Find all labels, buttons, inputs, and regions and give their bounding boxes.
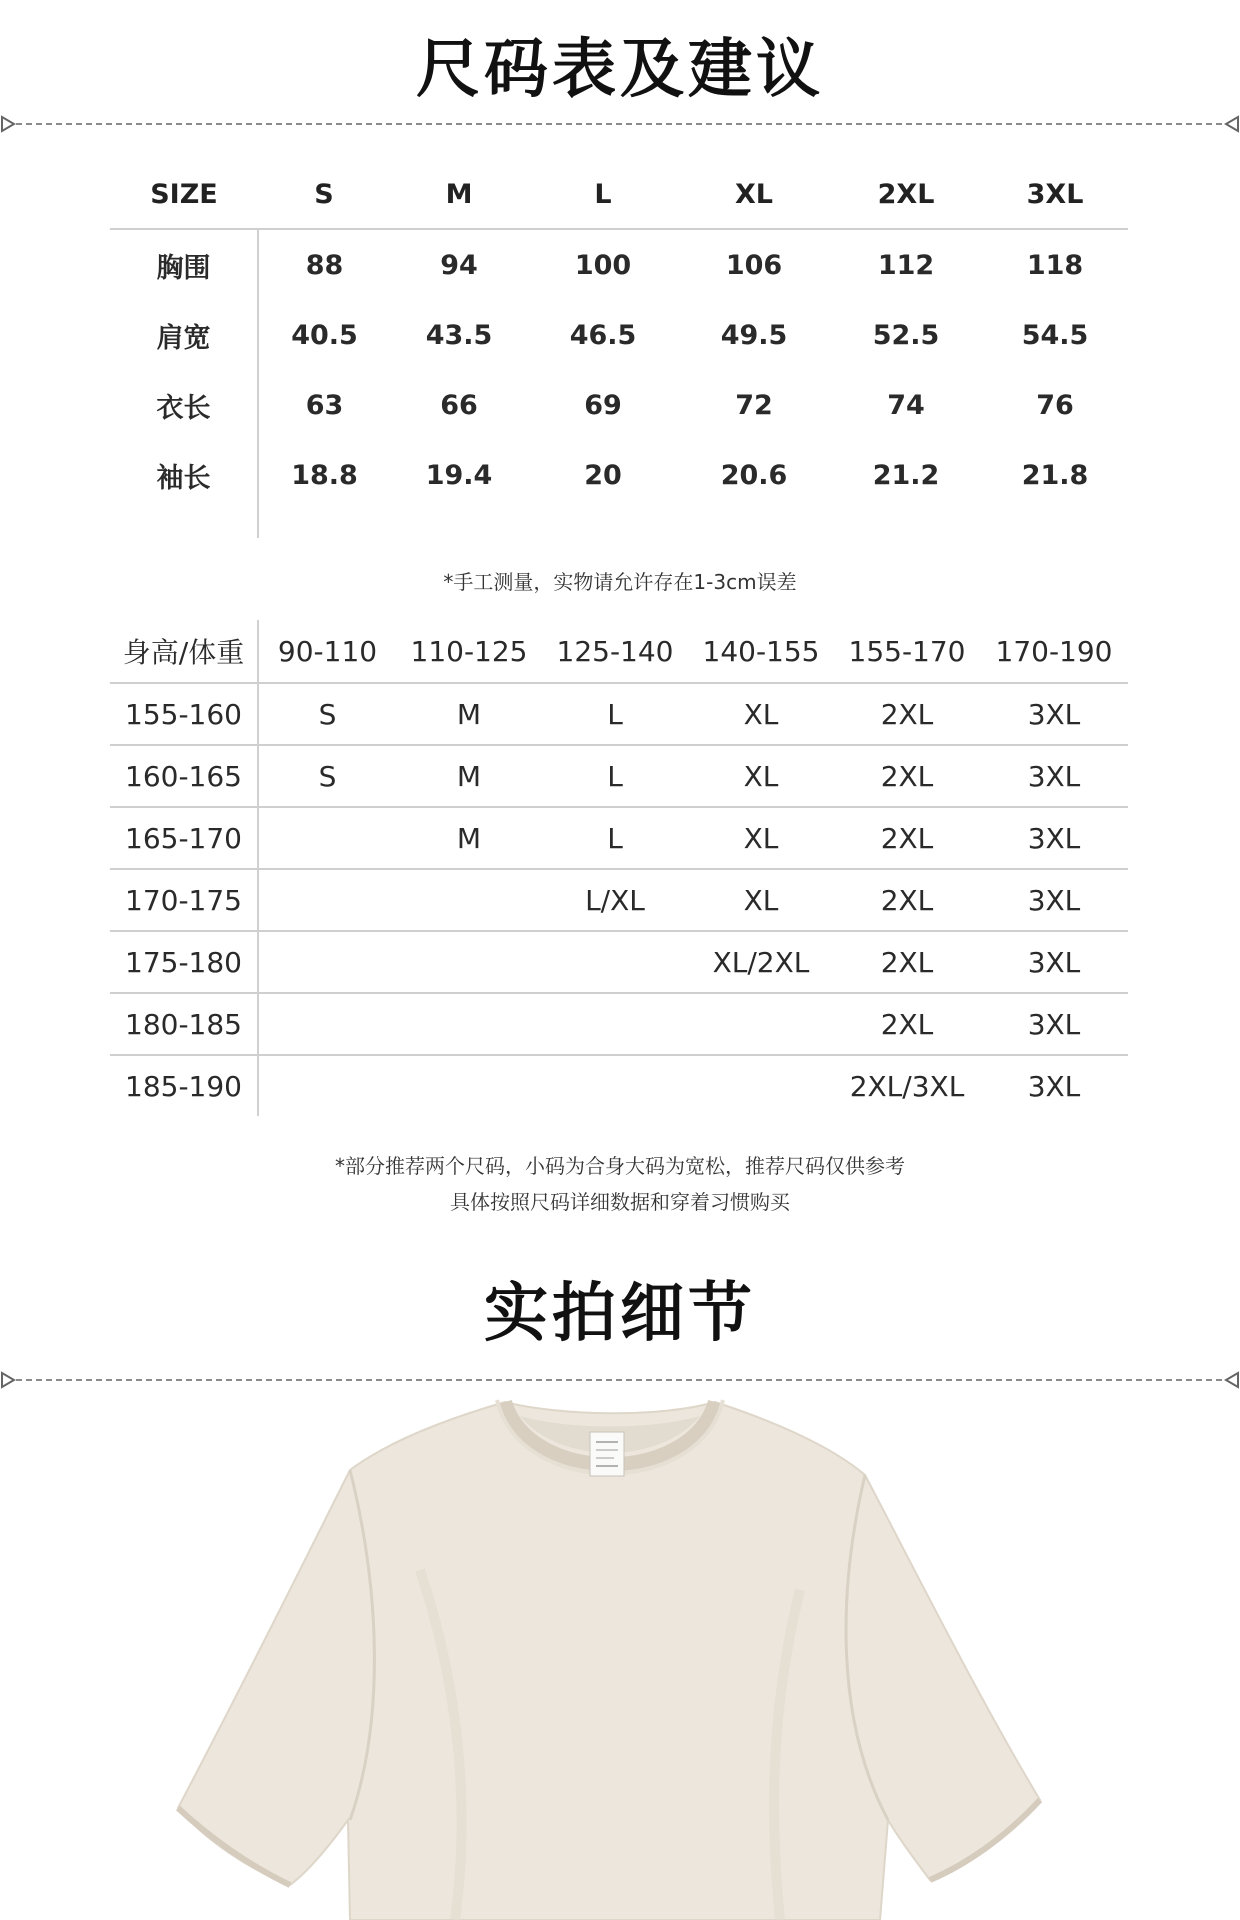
size-chart-table (110, 160, 1128, 538)
table-cell: 2XL (834, 993, 980, 1055)
table-cell: 3XL (980, 993, 1128, 1055)
column-header: S (258, 160, 390, 229)
table-cell: 3XL (980, 745, 1128, 807)
table-spacer-cell (390, 510, 528, 538)
table-cell: 2XL (834, 931, 980, 993)
table-cell: L (542, 683, 688, 745)
table-cell: XL (688, 683, 834, 745)
table-row (110, 807, 1128, 869)
table-cell (396, 931, 542, 993)
table-row (110, 229, 1128, 300)
table-cell: 3XL (980, 683, 1128, 745)
table-cell: 3XL (1027, 1069, 1081, 1103)
table-cell (396, 1055, 542, 1116)
table-row (110, 1055, 1128, 1116)
table-spacer-cell (982, 510, 1128, 538)
column-header: 170-190 (980, 620, 1128, 683)
row-label: 170-175 (110, 869, 258, 931)
recommendation-header-row (110, 620, 1128, 683)
table-cell: 2XL (834, 869, 980, 931)
table-spacer-cell (678, 510, 830, 538)
column-header: 3XL (982, 160, 1128, 229)
table-cell: 72 (735, 389, 773, 421)
table-cell: 3XL (980, 807, 1128, 869)
size-chart-header-row (110, 160, 1128, 229)
table-cell (688, 993, 834, 1055)
row-label: 165-170 (110, 807, 258, 869)
table-cell: 94 (440, 249, 478, 281)
table-cell: XL/2XL (688, 931, 834, 993)
table-cell: 21.8 (1021, 459, 1089, 491)
table-cell: 112 (877, 249, 935, 281)
column-header: 身高/体重 (110, 620, 258, 683)
table-row (110, 440, 1128, 510)
recommendation-note-line1: *部分推荐两个尺码，小码为合身大码为宽松，推荐尺码仅供参考 (335, 1154, 905, 1178)
table-cell: 46.5 (569, 319, 637, 351)
table-cell: S (258, 745, 396, 807)
table-cell (542, 1055, 688, 1116)
dashed-divider (0, 1368, 1240, 1392)
table-cell: XL (688, 869, 834, 931)
size-recommendation-table (110, 620, 1128, 1116)
table-cell: 19.4 (425, 459, 493, 491)
column-header: 2XL (830, 160, 982, 229)
table-cell (258, 931, 396, 993)
row-label: 衣长 (110, 370, 258, 440)
table-cell: 118 (1026, 249, 1084, 281)
dashed-divider (0, 112, 1240, 136)
recommendation-note-line2: 具体按照尺码详细数据和穿着习惯购买 (450, 1190, 790, 1214)
table-cell: S (258, 683, 396, 745)
table-cell: 100 (574, 249, 632, 281)
column-header: 155-170 (834, 620, 980, 683)
table-cell: 2XL (834, 745, 980, 807)
table-row (110, 869, 1128, 931)
table-cell: 43.5 (425, 319, 493, 351)
table-spacer-cell (110, 510, 258, 538)
detail-section-title: 实拍细节 (484, 1277, 756, 1351)
table-spacer-cell (528, 510, 678, 538)
table-cell: M (396, 807, 542, 869)
table-cell: 69 (584, 389, 622, 421)
row-label: 胸围 (110, 229, 258, 300)
table-cell: 63 (305, 389, 344, 421)
column-header: 125-140 (542, 620, 688, 683)
table-cell (396, 993, 542, 1055)
table-cell: M (396, 683, 542, 745)
table-row (110, 745, 1128, 807)
table-cell: L/XL (542, 869, 688, 931)
table-row (110, 370, 1128, 440)
table-cell: 20.6 (720, 459, 788, 491)
table-cell: 106 (725, 249, 783, 281)
table-cell: 2XL/3XL (849, 1069, 965, 1103)
table-spacer-cell (258, 510, 390, 538)
table-cell (258, 1055, 396, 1116)
table-cell (542, 993, 688, 1055)
table-cell (258, 807, 396, 869)
table-cell (258, 869, 396, 931)
table-cell: XL (688, 807, 834, 869)
table-cell: XL (688, 745, 834, 807)
table-spacer-row (110, 510, 1128, 538)
table-row (110, 993, 1128, 1055)
column-header: 110-125 (396, 620, 542, 683)
table-cell: 88 (305, 249, 344, 281)
row-label: 175-180 (110, 931, 258, 993)
table-row (110, 683, 1128, 745)
table-cell: 3XL (980, 869, 1128, 931)
table-cell: 49.5 (720, 319, 788, 351)
row-label: 袖长 (110, 440, 258, 510)
size-chart-title: 尺码表及建议 (416, 33, 824, 107)
measurement-note: *手工测量，实物请允许存在1-3cm误差 (443, 570, 797, 594)
row-label: 160-165 (110, 745, 258, 807)
table-cell (396, 869, 542, 931)
table-cell (688, 1055, 834, 1116)
row-label: 肩宽 (110, 300, 258, 370)
column-header: 90-110 (258, 620, 396, 683)
table-cell: M (396, 745, 542, 807)
column-header: SIZE (110, 160, 258, 229)
tshirt-photo (0, 1390, 1240, 1920)
row-label: 180-185 (110, 993, 258, 1055)
column-header: M (390, 160, 528, 229)
row-label: 185-190 (110, 1055, 258, 1116)
table-cell: 40.5 (291, 319, 358, 351)
table-cell: 54.5 (1021, 319, 1089, 351)
table-cell: 21.2 (872, 459, 940, 491)
column-header: XL (678, 160, 830, 229)
table-cell: 20 (584, 459, 622, 491)
table-cell: 52.5 (872, 319, 940, 351)
column-header: 140-155 (688, 620, 834, 683)
table-cell: 76 (1036, 389, 1074, 421)
table-cell: 74 (887, 389, 925, 421)
table-spacer-cell (830, 510, 982, 538)
table-cell: L (542, 745, 688, 807)
table-row (110, 931, 1128, 993)
table-cell: 2XL (834, 807, 980, 869)
table-cell (258, 993, 396, 1055)
row-label: 155-160 (110, 683, 258, 745)
table-cell: 3XL (980, 931, 1128, 993)
table-cell (542, 931, 688, 993)
table-cell: 2XL (834, 683, 980, 745)
table-cell: 18.8 (291, 459, 358, 491)
table-cell: 66 (440, 389, 478, 421)
table-cell: L (542, 807, 688, 869)
column-header: L (528, 160, 678, 229)
table-row (110, 300, 1128, 370)
